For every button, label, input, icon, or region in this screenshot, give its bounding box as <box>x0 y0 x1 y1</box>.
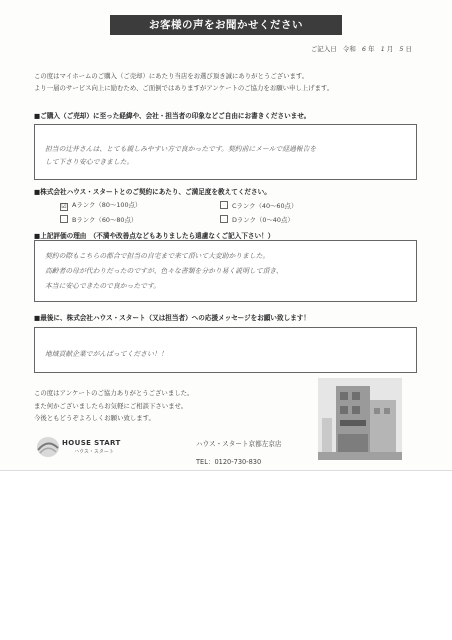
scan-edge-divider <box>0 470 452 471</box>
date-month-unit: 月 <box>386 45 394 53</box>
rank-c-checkbox[interactable] <box>220 201 228 209</box>
date-year: 6 <box>361 45 367 53</box>
date-day-unit: 日 <box>405 45 412 53</box>
q3-answer-line: 高齢者の母が代わりだったのですが、色々な書類を分かり易く説明して頂き、 <box>45 267 283 275</box>
q1-answer-line: して下さり安心できました。 <box>45 158 134 166</box>
q1-answer-box <box>34 124 417 180</box>
rank-c-option[interactable] <box>220 200 297 210</box>
closing-line: 今後ともどうぞよろしくお願い致します。 <box>34 414 155 422</box>
house-start-logo <box>36 436 146 458</box>
closing-line: また何かございましたらお気軽にご相談下さいませ。 <box>34 401 188 410</box>
date-era: 令和 <box>342 45 356 53</box>
intro-line: より一層のサービス向上に励むため、ご面倒ではありますがアンケートのご協力をお願い申し上げます。 <box>34 84 334 92</box>
q3-answer-box <box>34 240 417 302</box>
q4-answer-box <box>34 327 417 373</box>
rank-a-option[interactable] <box>60 200 141 210</box>
rank-a-label: Aランク（80～100点） <box>72 201 142 209</box>
house-start-logo-icon <box>36 436 60 458</box>
storefront-photo <box>318 378 402 460</box>
q4-heading: ■最後に、株式会社ハウス・スタート（又は担当者）への応援メッセージをお願い致します！ <box>34 314 310 322</box>
q1-heading: ■ご購入（ご売却）に至った経緯や、会社・担当者の印象などご自由にお書きくださいませ。 <box>34 112 311 120</box>
logo-subtext: ハウス・スタート <box>74 449 114 455</box>
company-name: ハウス・スタート京都左京店 <box>196 440 282 448</box>
rank-b-checkbox[interactable] <box>60 215 68 223</box>
q3-answer-line: 契約の際もこちらの都合で担当の自宅まで来て頂いて大変助かりました。 <box>45 252 270 260</box>
rank-c-label: Cランク（40～60点） <box>232 202 298 210</box>
date-month: 1 <box>380 45 385 53</box>
q1-answer-line: 担当の辻井さんは、とても親しみやすい方で良かったです。契約前にメールで経過報告を <box>45 145 317 153</box>
logo-wordmark: HOUSE START <box>62 439 121 447</box>
page-title: お客様の声をお聞かせください <box>110 15 342 35</box>
rank-d-option[interactable] <box>220 214 294 224</box>
rank-d-checkbox[interactable] <box>220 215 228 223</box>
rank-b-option[interactable] <box>60 214 137 224</box>
q3-heading: ■上記評価の理由 （不満や改善点などもありましたら遠慮なくご記入下さい！） <box>34 232 275 240</box>
q4-answer-line: 地域貢献企業でがんばってください！！ <box>45 350 168 358</box>
intro-text <box>34 70 333 94</box>
closing-text <box>34 387 193 425</box>
date-line <box>307 44 412 53</box>
q3-answer-line: 本当に安心できたので良かったです。 <box>45 282 161 290</box>
date-day: 5 <box>399 45 404 53</box>
rank-b-label: Bランク（60～80点） <box>72 216 138 224</box>
intro-line: この度はマイホームのご購入（ご売却）にあたり当店をお選び頂き誠にありがとうございます。 <box>34 72 309 80</box>
rank-a-checkbox[interactable]: ☑ <box>61 203 67 210</box>
company-tel: TEL：0120-730-830 <box>196 458 262 466</box>
date-label: ご記入日 <box>310 45 337 53</box>
date-year-unit: 年 <box>368 45 375 53</box>
rank-d-label: Dランク（0～40点） <box>232 216 294 224</box>
closing-line: この度はアンケートのご協力ありがとうございました。 <box>34 389 194 397</box>
q2-heading: ■株式会社ハウス・スタートとのご契約にあたり、ご満足度を教えてください。 <box>34 188 271 196</box>
